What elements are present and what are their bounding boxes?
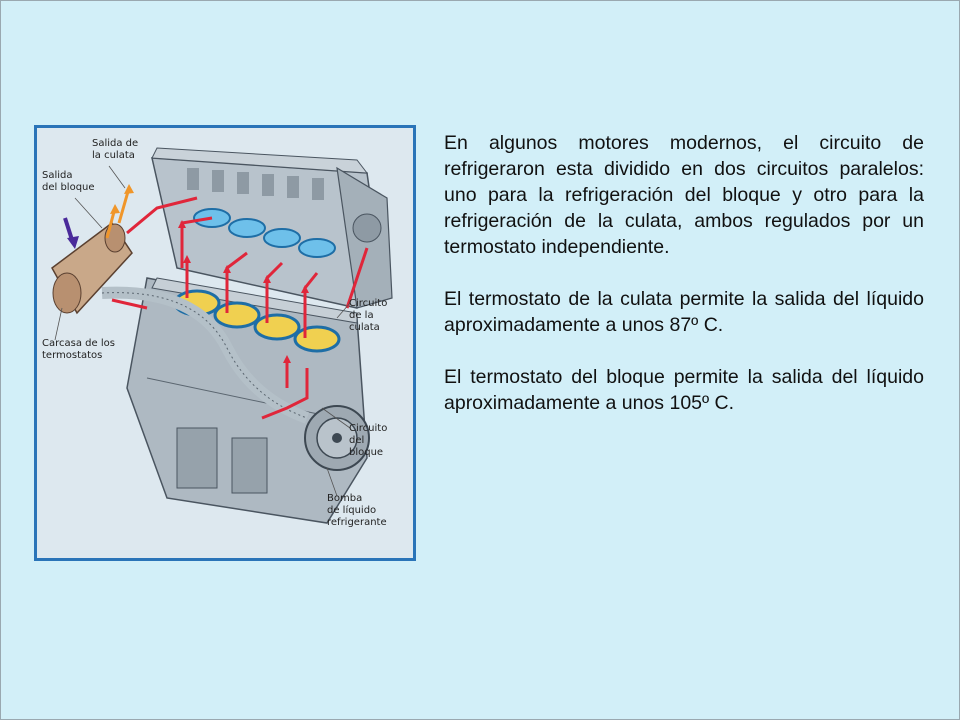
paragraph-circuit-description: En algunos motores modernos, el circuito de refrigeraron esta dividido en dos circuitos paralelos: uno para la refrigeración del bloque y otro para la refrigeración de la culata, ambos regulados por un termostato independiente. xyxy=(444,132,924,258)
label-salida-bloque: Salida del bloque xyxy=(42,170,95,193)
label-circuito-bloque: Circuito del bloque xyxy=(349,423,388,458)
engine-diagram xyxy=(34,125,416,561)
label-circuito-culata: Circuito de la culata xyxy=(349,298,388,333)
label-carcasa-termostatos: Carcasa de los termostatos xyxy=(42,338,115,361)
body-text xyxy=(444,130,924,442)
label-bomba-refrigerante: Bomba de líquido refrigerante xyxy=(327,493,387,528)
paragraph-head-thermostat: El termostato de la culata permite la salida del líquido aproximadamente a unos 87º C. xyxy=(444,288,924,336)
paragraph-block-thermostat: El termostato del bloque permite la salida del líquido aproximadamente a unos 105º C. xyxy=(444,366,924,414)
label-salida-culata: Salida de la culata xyxy=(92,138,139,161)
